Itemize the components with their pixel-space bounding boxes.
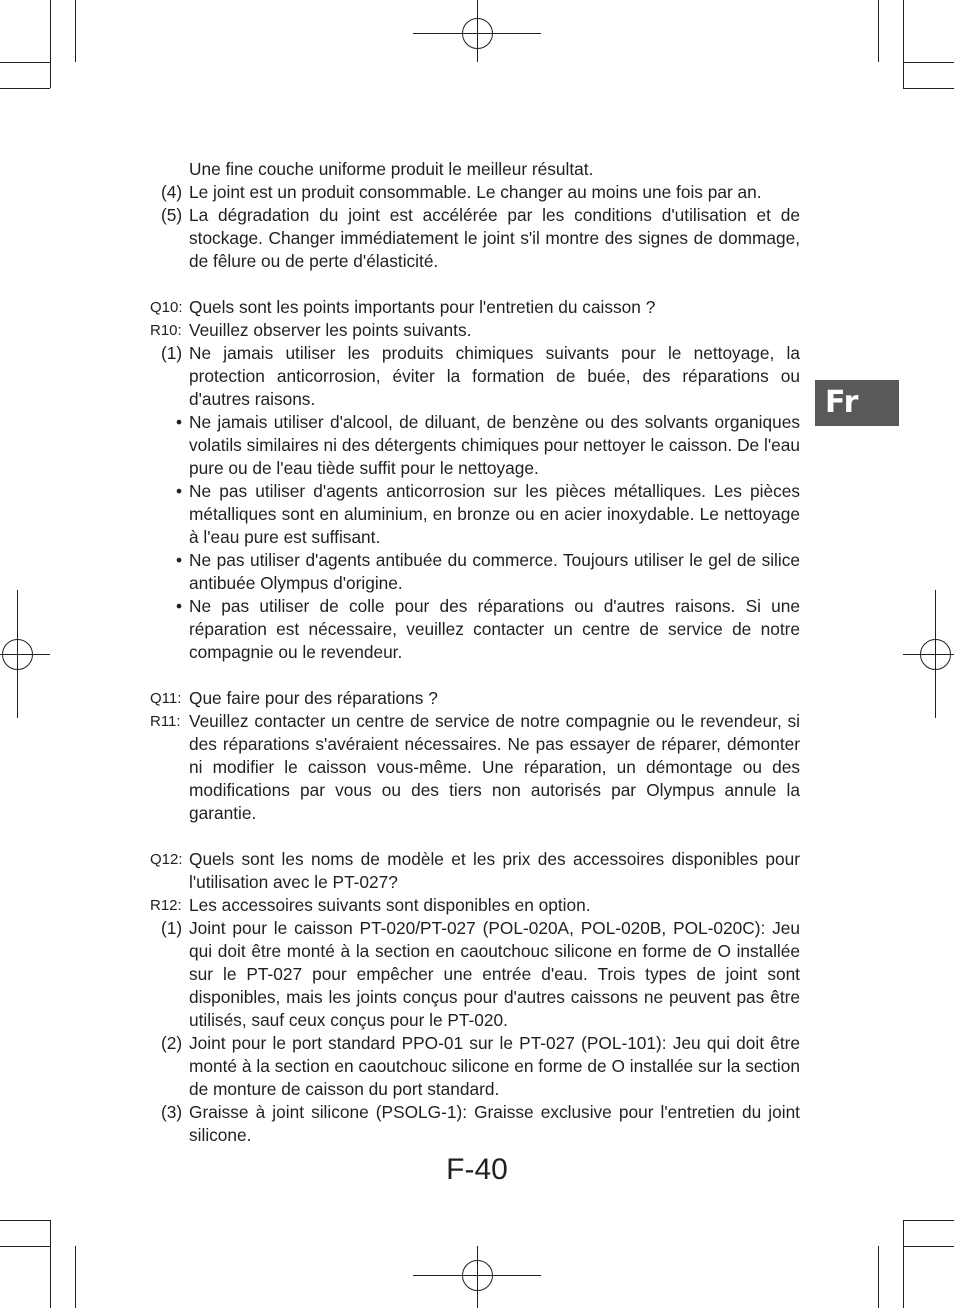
paragraph-text: Veuillez observer les points suivants.: [189, 320, 472, 340]
paragraph-text: Graisse à joint silicone (PSOLG-1): Graisse exclusive pour l'entretien du joint silicone.: [189, 1102, 800, 1145]
numbered-item: [150, 342, 800, 411]
bullet-item: [150, 411, 800, 480]
bullet-marker: •: [176, 481, 183, 501]
paragraph-text: Quels sont les points importants pour l'entretien du caisson ?: [189, 297, 656, 317]
numbered-item: [150, 181, 800, 204]
bullet-item: [150, 480, 800, 549]
section-gap: [150, 273, 800, 296]
paragraph-text: Veuillez contacter un centre de service de notre compagnie ou le revendeur, si des réparations s'avéraient nécessaires. Ne pas essayer de réparer, démonter ni modifier le caisson vous-même. Une réparation, un démontage ou des modifications par vous ou des tiers non autorisés par Olympus annule la garantie.: [189, 711, 800, 823]
paragraph-text: Le joint est un produit consommable. Le changer au moins une fois par an.: [189, 182, 762, 202]
item-number: (1): [161, 343, 183, 363]
paragraph-text: Les accessoires suivants sont disponibles en option.: [189, 895, 591, 915]
numbered-item: [150, 1101, 800, 1147]
paragraph-text: Ne pas utiliser de colle pour des réparations ou d'autres raisons. Si une réparation est nécessaire, veuillez contacter un centre de service de notre compagnie ou le revendeur.: [189, 596, 800, 662]
bullet-marker: •: [176, 550, 183, 570]
bullet-marker: •: [176, 412, 183, 432]
qa-label: R10:: [150, 322, 182, 339]
manual-body: [150, 158, 800, 1147]
paragraph-text: La dégradation du joint est accélérée par les conditions d'utilisation et de stockage. Changer immédiatement le joint s'il montre des signes de dommage, de fêlure ou de perte d'élasticité.: [189, 205, 800, 271]
numbered-item: [150, 917, 800, 1032]
bullet-marker: •: [176, 596, 183, 616]
qa-entry: [150, 710, 800, 825]
paragraph-text: Que faire pour des réparations ?: [189, 688, 438, 708]
item-number: (3): [161, 1102, 183, 1122]
item-number: (5): [161, 205, 183, 225]
paragraph-continuation: [150, 158, 800, 181]
qa-label: Q10:: [150, 299, 183, 316]
paragraph-text: Quels sont les noms de modèle et les prix des accessoires disponibles pour l'utilisation avec le PT-027?: [189, 849, 800, 892]
item-number: (2): [161, 1033, 183, 1053]
page-number: F-40: [446, 1153, 508, 1186]
numbered-item: [150, 1032, 800, 1101]
paragraph-text: Ne jamais utiliser les produits chimiques suivants pour le nettoyage, la protection anticorrosion, éviter la formation de buée, des réparations ou d'autres raisons.: [189, 343, 800, 409]
numbered-item: [150, 204, 800, 273]
bullet-item: [150, 595, 800, 664]
qa-entry: [150, 296, 800, 319]
paragraph-text: Ne jamais utiliser d'alcool, de diluant, de benzène ou des solvants organiques volatils similaires ni des détergents chimiques pour nettoyer le caisson. De l'eau pure ou de l'eau tiède suffit pour le nettoyage.: [189, 412, 800, 478]
paragraph-text: Joint pour le caisson PT-020/PT-027 (POL-020A, POL-020B, POL-020C): Jeu qui doit être monté à la section en caoutchouc silicone en forme de O installée sur le PT-027 pour empêcher une entrée d'eau. Trois types de joint sont disponibles, mais les joints conçus pour d'autres caissons ne peuvent pas être utilisés, sauf ceux conçus pour le PT-020.: [189, 918, 800, 1030]
item-number: (4): [161, 182, 183, 202]
qa-label: Q12:: [150, 851, 183, 868]
qa-entry: [150, 687, 800, 710]
qa-label: R12:: [150, 897, 182, 914]
qa-entry: [150, 848, 800, 894]
paragraph-text: Une fine couche uniforme produit le meilleur résultat.: [189, 159, 594, 179]
qa-entry: [150, 319, 800, 342]
qa-entry: [150, 894, 800, 917]
item-number: (1): [161, 918, 183, 938]
paragraph-text: Ne pas utiliser d'agents antibuée du commerce. Toujours utiliser le gel de silice antibuée Olympus d'origine.: [189, 550, 800, 593]
section-gap: [150, 664, 800, 687]
qa-label: Q11:: [150, 690, 182, 707]
paragraph-text: Joint pour le port standard PPO-01 sur le PT-027 (POL-101): Jeu qui doit être monté à la section en caoutchouc silicone en forme de O installée sur la section de monture de caisson du port standard.: [189, 1033, 800, 1099]
section-gap: [150, 825, 800, 848]
bullet-item: [150, 549, 800, 595]
qa-label: R11:: [150, 713, 181, 730]
language-tab: Fr: [815, 380, 899, 426]
paragraph-text: Ne pas utiliser d'agents anticorrosion sur les pièces métalliques. Les pièces métalliques sont en aluminium, en bronze ou en acier inoxydable. Le nettoyage à l'eau pure est suffisant.: [189, 481, 800, 547]
